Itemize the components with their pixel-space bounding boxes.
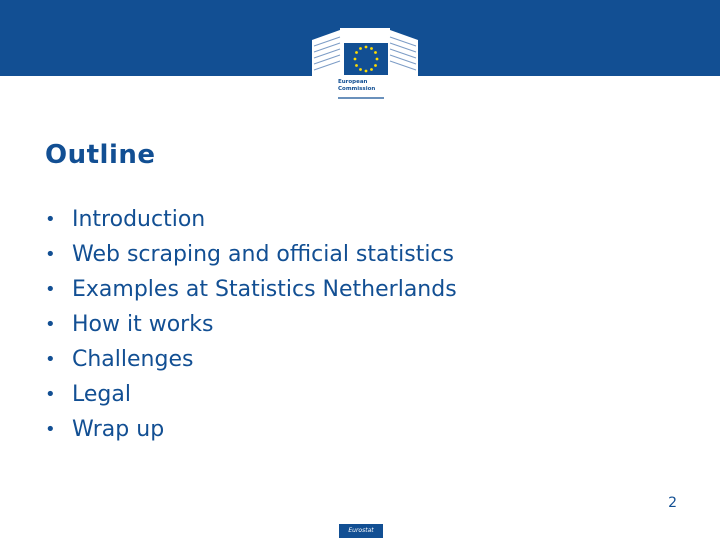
bullet-icon: • — [45, 419, 56, 440]
list-item — [45, 273, 457, 308]
list-item-label: Challenges — [72, 347, 194, 372]
eu-flag-icon — [344, 43, 388, 75]
slide-title: Outline — [45, 140, 156, 170]
logo-text — [338, 79, 398, 93]
bullet-icon: • — [45, 314, 56, 335]
outline-list — [45, 203, 457, 448]
list-item — [45, 308, 457, 343]
logo-line-2: Commission — [338, 86, 376, 92]
bullet-icon: • — [45, 384, 56, 405]
list-item — [45, 378, 457, 413]
list-item — [45, 413, 457, 448]
eurostat-badge: Eurostat — [339, 524, 383, 538]
list-item-label: Wrap up — [72, 417, 165, 442]
list-item-label: How it works — [72, 312, 214, 337]
list-item — [45, 203, 457, 238]
bullet-icon: • — [45, 209, 56, 230]
list-item-label: Examples at Statistics Netherlands — [72, 277, 457, 302]
bullet-icon: • — [45, 244, 56, 265]
list-item-label: Web scraping and official statistics — [72, 242, 454, 267]
list-item-label: Introduction — [72, 207, 206, 232]
bullet-icon: • — [45, 349, 56, 370]
logo-line-1: European — [338, 79, 368, 85]
page-number: 2 — [668, 495, 677, 511]
list-item-label: Legal — [72, 382, 131, 407]
bullet-icon: • — [45, 279, 56, 300]
list-item — [45, 343, 457, 378]
list-item — [45, 238, 457, 273]
